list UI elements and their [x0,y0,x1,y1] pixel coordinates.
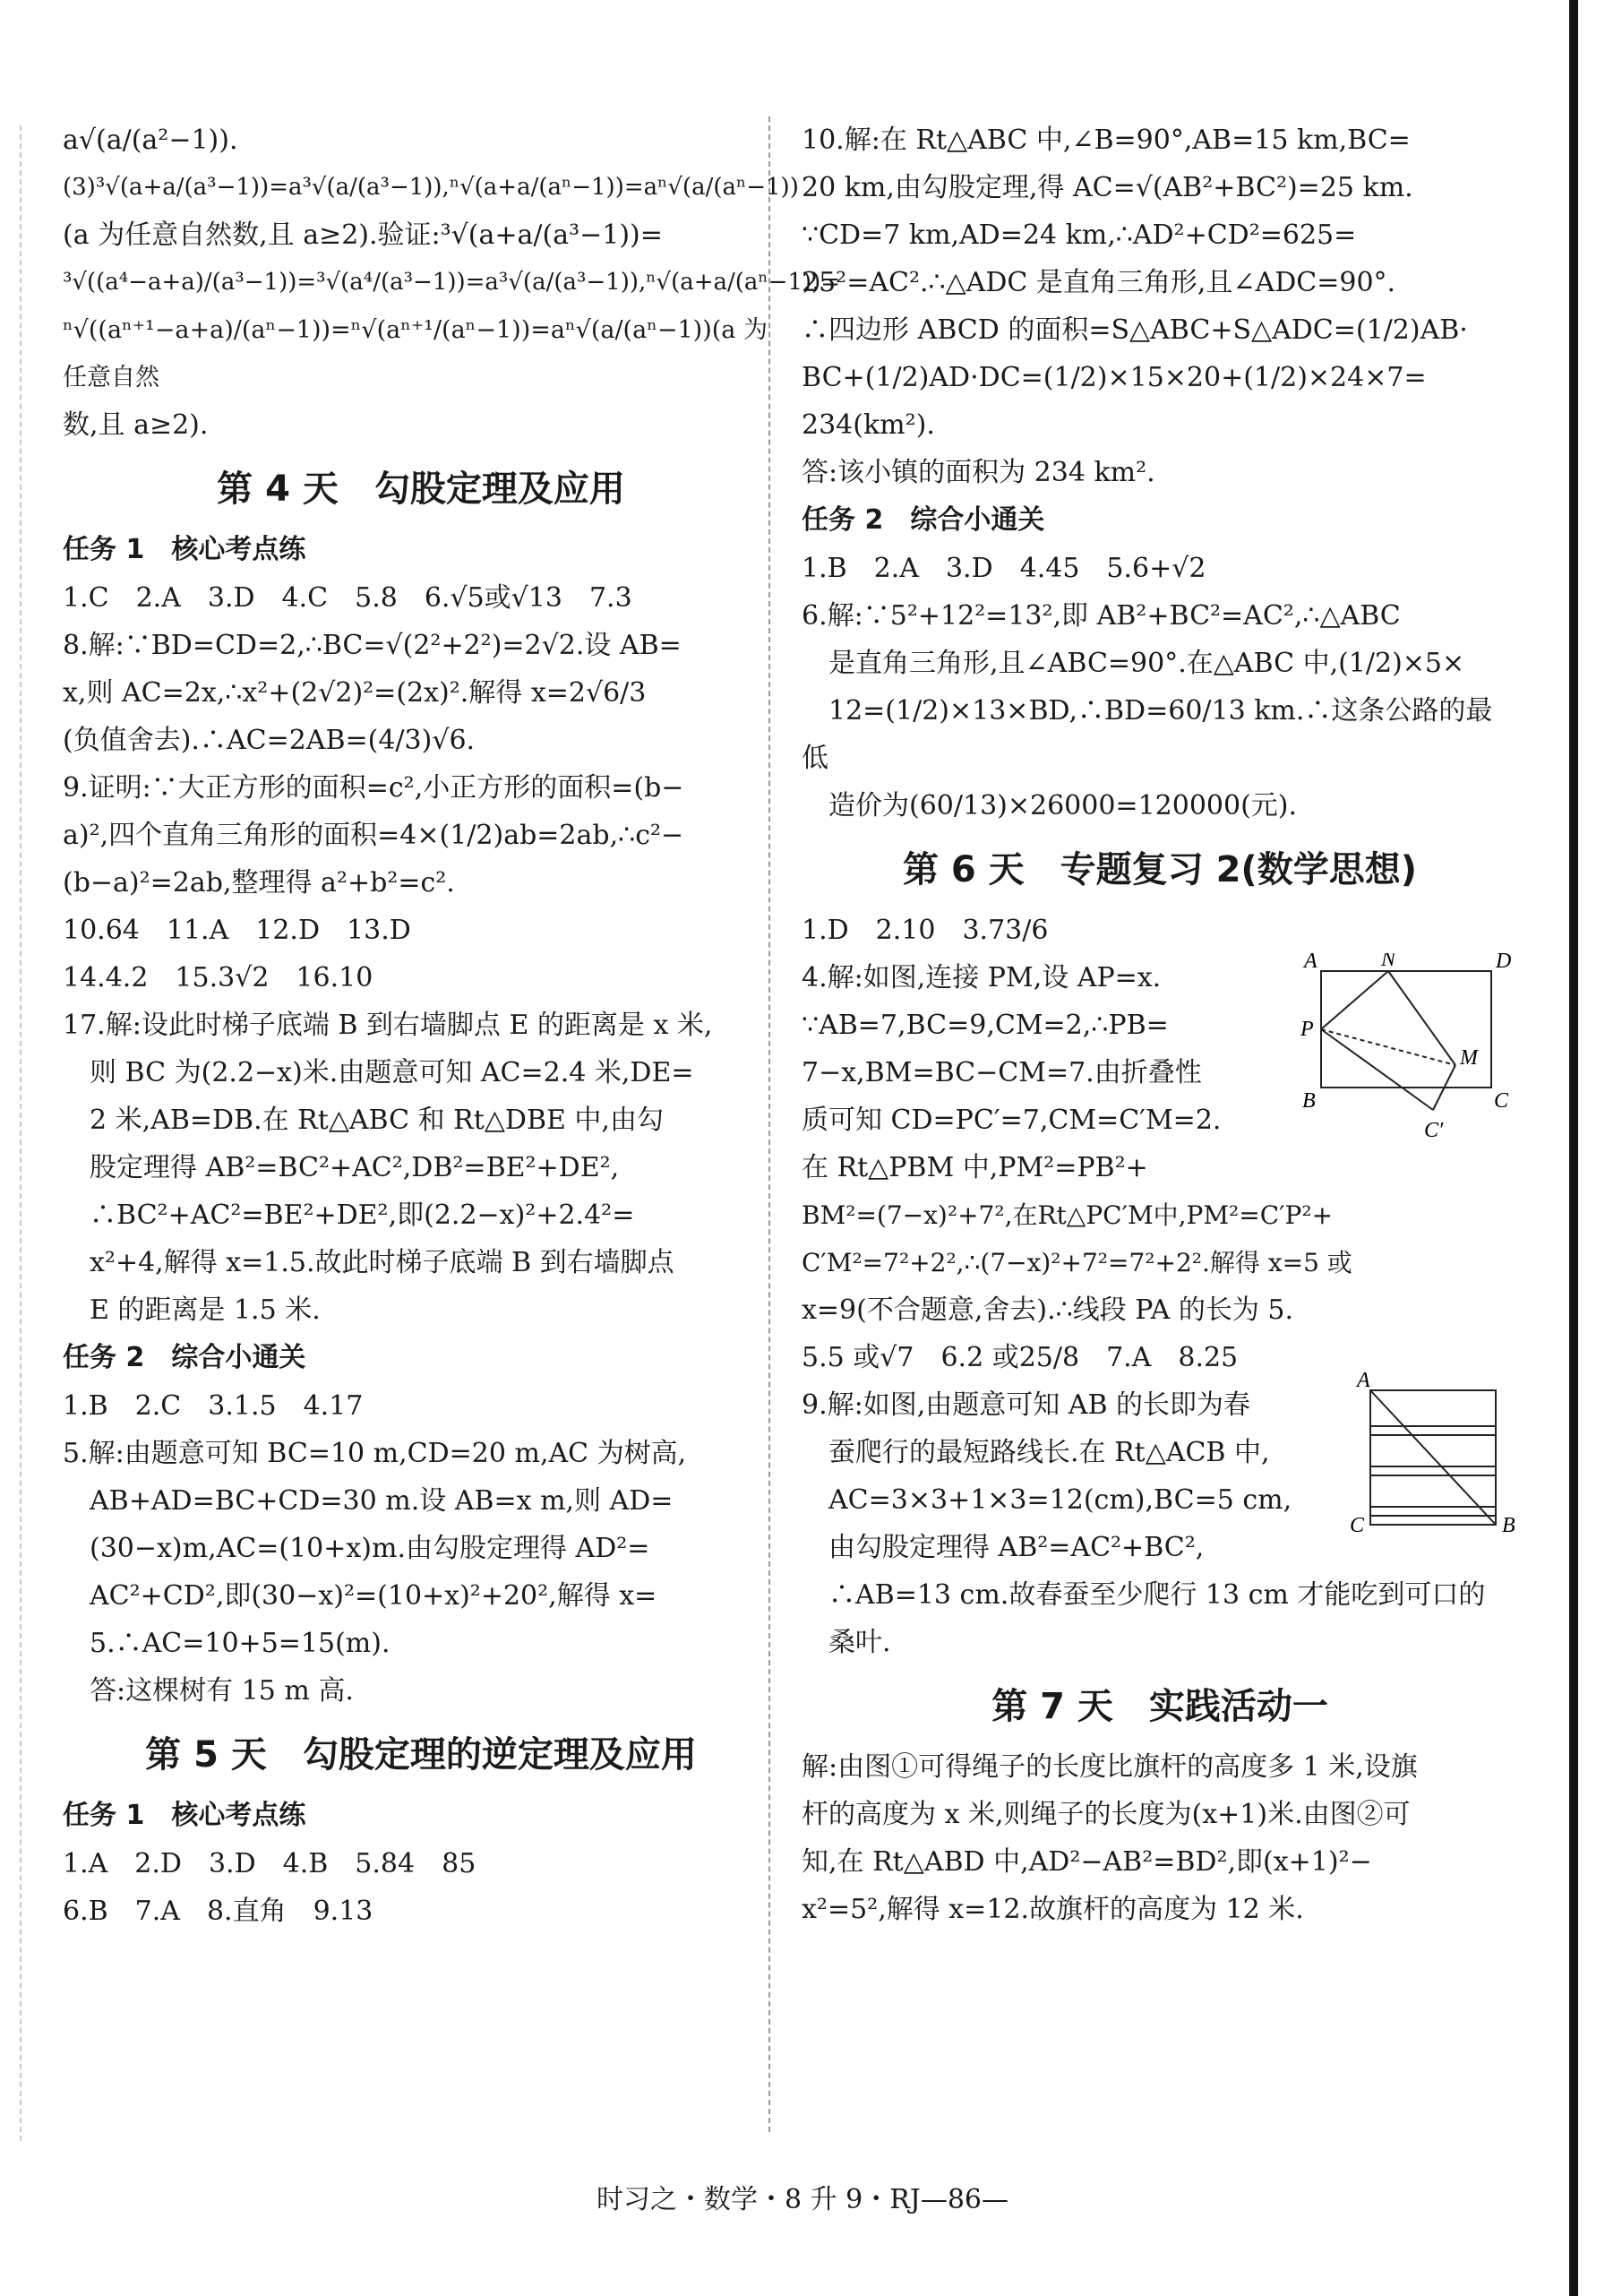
day7-title: 第 7 天 实践活动一 [991,1686,1328,1727]
answer-line: 解:由图①可得绳子的长度比旗杆的高度多 1 米,设旗 [802,1751,1418,1783]
answer-line: 在 Rt△PBM 中,PM²=PB²+ [802,1152,1148,1183]
day6-answers [802,907,1518,1666]
answer-line: (30−x)m,AC=(10+x)m.由勾股定理得 AD²= [63,1533,650,1564]
label-a: A [1357,1372,1370,1392]
answer-line: 6.B 7.A 8.直角 9.13 [63,1896,373,1927]
answer-line: 是直角三角形,且∠ABC=90°.在△ABC 中,(1/2)×5× [802,648,1465,679]
answer-line: AC=3×3+1×3=12(cm),BC=5 cm, [802,1484,1292,1516]
right-column [802,116,1518,1933]
right-page-edge [1569,0,1578,2296]
answer-line: x²+4,解得 x=1.5.故此时梯子底端 B 到右墙脚点 [63,1247,674,1278]
answer-line: 5.∴AC=10+5=15(m). [63,1628,391,1659]
answer-line: ∴四边形 ABCD 的面积=S△ABC+S△ADC=(1/2)AB· [802,314,1468,346]
answer-line: E 的距离是 1.5 米. [63,1294,321,1326]
intro-line: (a 为任意自然数,且 a≥2).验证:³√(a+a/(a³−1))= [63,219,663,251]
label-c-prime: C′ [1424,1119,1444,1142]
label-d: D [1496,953,1512,973]
label-a: A [1304,953,1317,973]
answer-line: 1.B 2.A 3.D 4.45 5.6+√2 [802,553,1206,584]
intro-line: ³√((a⁴−a+a)/(a³−1))=³√(a⁴/(a³−1))=a³√(a/(a³−1)),ⁿ√(a+a/(aⁿ−1))= [63,269,841,296]
page-footer: 时习之・数学・8 升 9・RJ—86— [596,2184,1009,2215]
answer-line: AC²+CD²,即(30−x)²=(10+x)²+20²,解得 x= [63,1580,657,1612]
answer-line: 20 km,由勾股定理,得 AC=√(AB²+BC²)=25 km. [802,172,1413,203]
answer-line: x²=5²,解得 x=12.故旗杆的高度为 12 米. [802,1894,1304,1925]
answer-line: 1.B 2.C 3.1.5 4.17 [63,1390,364,1422]
intro-line: 数,且 a≥2). [63,409,209,441]
answer-line: 5.5 或√7 6.2 或25/8 7.A 8.25 [802,1342,1239,1373]
answer-line: 桑叶. [802,1627,891,1658]
answer-line: 17.解:设此时梯子底端 B 到右墙脚点 E 的距离是 x 米, [63,1010,713,1041]
intro-line: ⁿ√((aⁿ⁺¹−a+a)/(aⁿ−1))=ⁿ√(aⁿ⁺¹/(aⁿ−1))=aⁿ√(a/(aⁿ−1))(a 为任意自然 [63,316,768,391]
answer-line: a)²,四个直角三角形的面积=4×(1/2)ab=2ab,∴c²− [63,820,684,851]
day4-task1-title: 任务 1 核心考点练 [63,534,306,565]
answer-line: 9.证明:∵大正方形的面积=c²,小正方形的面积=(b− [63,772,684,804]
answer-line: (负值舍去).∴AC=2AB=(4/3)√6. [63,725,476,756]
answer-line: AB+AD=BC+CD=30 m.设 AB=x m,则 AD= [63,1485,674,1517]
answer-line: 25²=AC².∴△ADC 是直角三角形,且∠ADC=90°. [802,267,1396,298]
answer-line: x,则 AC=2x,∴x²+(2√2)²=(2x)².解得 x=2√6/3 [63,677,647,709]
answer-line: 234(km²). [802,409,935,441]
answer-line: 1.D 2.10 3.73/6 [802,915,1049,946]
answer-line: 股定理得 AB²=BC²+AC²,DB²=BE²+DE², [63,1152,620,1183]
line-pc-prime [1321,1029,1433,1110]
answer-line: x=9(不合题意,舍去).∴线段 PA 的长为 5. [802,1294,1294,1326]
day5-task1-title: 任务 1 核心考点练 [63,1800,306,1831]
day5-title: 第 5 天 勾股定理的逆定理及应用 [145,1734,697,1776]
answer-line: 2 米,AB=DB.在 Rt△ABC 和 Rt△DBE 中,由勾 [63,1105,664,1136]
folding-rectangle-figure [1299,953,1514,1159]
intro-section [63,116,841,449]
answer-line: 知,在 Rt△ABD 中,AD²−AB²=BD²,即(x+1)²− [802,1846,1372,1878]
answer-line: BM²=(7−x)²+7²,在Rt△PC′M中,PM²=C′P²+ [802,1200,1334,1230]
rectangle-abcd [1321,971,1491,1088]
label-p: P [1300,1018,1314,1041]
answer-line: 由勾股定理得 AB²=AC²+BC², [802,1532,1205,1563]
day5-task2-answers [802,545,1518,830]
answer-line: 10.解:在 Rt△ABC 中,∠B=90°,AB=15 km,BC= [802,125,1411,156]
answer-line: 答:这棵树有 15 m 高. [63,1675,354,1707]
answer-line: 7−x,BM=BC−CM=7.由折叠性 [802,1057,1202,1088]
answer-line: 14.4.2 15.3√2 16.10 [63,962,373,993]
answer-line: 1.C 2.A 3.D 4.C 5.8 6.√5或√13 7.3 [63,582,632,614]
answer-line: ∵CD=7 km,AD=24 km,∴AD²+CD²=625= [802,219,1357,251]
answer-line: 6.解:∵5²+12²=13²,即 AB²+BC²=AC²,∴△ABC [802,600,1401,632]
answer-line: C′M²=7²+2²,∴(7−x)²+7²=7²+2².解得 x=5 或 [802,1248,1352,1277]
answer-line: 9.解:如图,由题意可知 AB 的长即为春 [802,1389,1251,1421]
answer-line: 质可知 CD=PC′=7,CM=C′M=2. [802,1105,1222,1136]
intro-line: a√(a/(a²−1)). [63,125,238,156]
answer-line: 5.解:由题意可知 BC=10 m,CD=20 m,AC 为树高, [63,1438,687,1469]
line-pn [1321,971,1388,1029]
answer-line: 则 BC 为(2.2−x)米.由题意可知 AC=2.4 米,DE= [63,1057,694,1088]
label-b: B [1302,1089,1316,1113]
answer-line: 4.解:如图,连接 PM,设 AP=x. [802,962,1162,993]
day4-title: 第 4 天 勾股定理及应用 [217,469,625,510]
day4-task2-answers [63,1382,779,1715]
day5-task1-answers [63,1840,779,1935]
answer-line: 答:该小镇的面积为 234 km². [802,457,1155,488]
day5-task2-title: 任务 2 综合小通关 [802,504,1045,536]
answer-line: 10.64 11.A 12.D 13.D [63,915,411,946]
left-column [63,116,841,1935]
label-m: M [1460,1046,1478,1070]
label-b: B [1502,1514,1515,1537]
unrolled-cylinder-figure [1339,1372,1518,1552]
day4-task2-title: 任务 2 综合小通关 [63,1342,306,1373]
answer-line: 12=(1/2)×13×BD,∴BD=60/13 km.∴这条公路的最低 [802,695,1493,774]
day7-answers [802,1743,1518,1933]
day5-continued [802,116,1518,496]
line-pm-dashed [1321,1029,1455,1065]
label-c: C [1494,1089,1509,1113]
answer-line: ∴AB=13 cm.故春蚕至少爬行 13 cm 才能吃到可口的 [802,1579,1486,1611]
answer-line: ∴BC²+AC²=BE²+DE²,即(2.2−x)²+2.4²= [63,1200,635,1231]
answer-line: ∵AB=7,BC=9,CM=2,∴PB= [802,1010,1169,1041]
day4-task1-answers [63,574,779,1334]
label-n: N [1381,953,1396,971]
answer-line: 杆的高度为 x 米,则绳子的长度为(x+1)米.由图②可 [802,1799,1411,1830]
answer-line: 1.A 2.D 3.D 4.B 5.84 85 [63,1848,476,1879]
answer-line: (b−a)²=2ab,整理得 a²+b²=c². [63,867,455,899]
diagonal-ab [1370,1390,1496,1525]
label-c: C [1350,1514,1365,1537]
line-nm [1388,971,1455,1065]
answer-line: 蚕爬行的最短路线长.在 Rt△ACB 中, [802,1437,1270,1468]
day6-title: 第 6 天 专题复习 2(数学思想) [902,849,1417,890]
left-page-edge [20,125,21,2141]
answer-line: BC+(1/2)AD·DC=(1/2)×15×20+(1/2)×24×7= [802,362,1427,393]
answer-line: 8.解:∵BD=CD=2,∴BC=√(2²+2²)=2√2.设 AB= [63,630,682,661]
answer-line: 造价为(60/13)×26000=120000(元). [802,790,1298,821]
intro-line: (3)³√(a+a/(a³−1))=a³√(a/(a³−1)),ⁿ√(a+a/(aⁿ−1))=aⁿ√(a/(aⁿ−1)) [63,174,799,201]
